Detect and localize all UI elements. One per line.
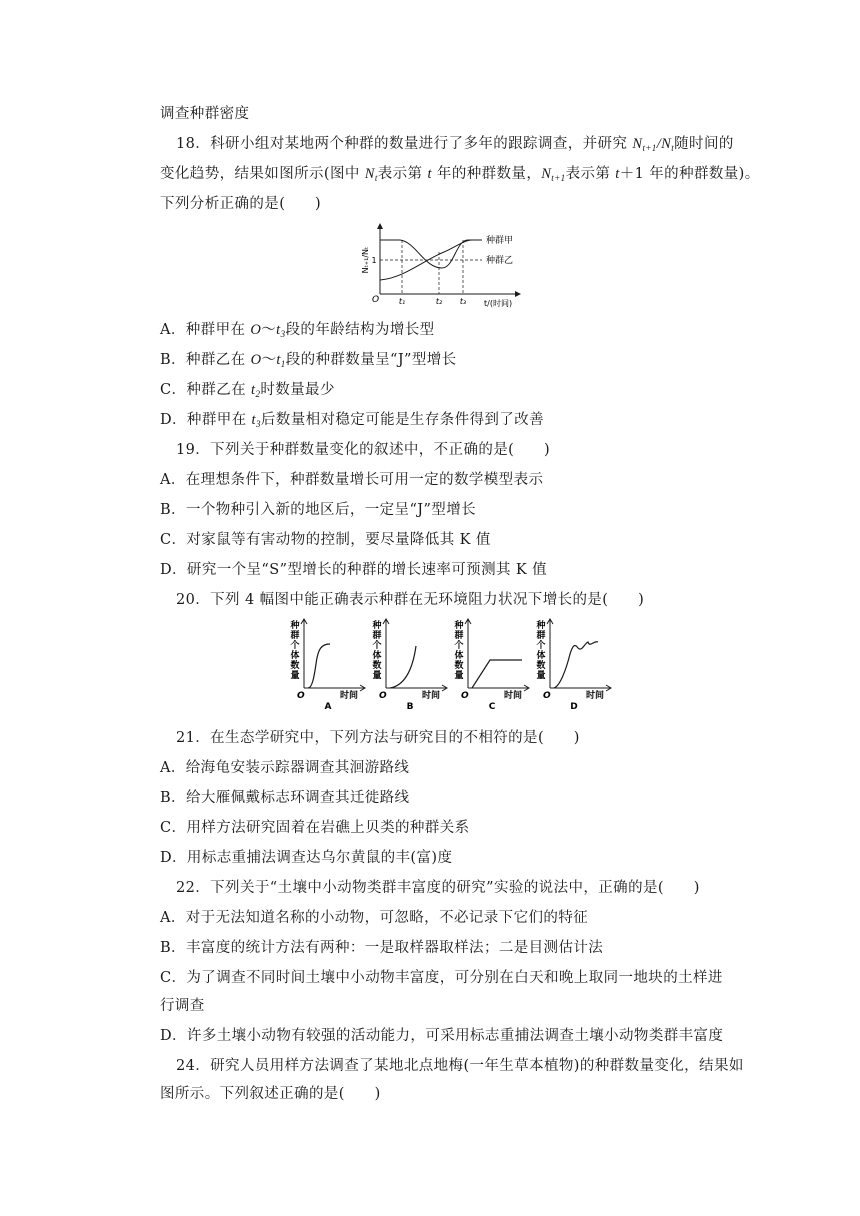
origin-label: O xyxy=(372,295,380,305)
option-18-C xyxy=(160,380,720,400)
growth-curve xyxy=(472,660,522,688)
math xyxy=(276,322,285,338)
option-21-C: C．用样方法研究固着在岩礁上贝类的种群关系 xyxy=(160,820,470,836)
math xyxy=(541,166,565,182)
y-label-char: 量 xyxy=(290,671,300,681)
panel-A xyxy=(289,619,365,710)
text-span: 随时间的 xyxy=(674,136,734,152)
option-18-B xyxy=(160,350,720,370)
option-22-C-line1: C．为了调查不同时间土壤中小动物丰富度，可分别在白天和晚上取同一地块的土样进 xyxy=(160,970,723,986)
y-label-char: 体 xyxy=(536,651,546,661)
question-21-stem: 21．在生态学研究中，下列方法与研究目的不相符的是( ) xyxy=(176,730,580,746)
option-18-A xyxy=(160,320,720,340)
option-19-A: A．在理想条件下，种群数量增长可用一定的数学模型表示 xyxy=(160,472,544,488)
question-20-stem: 20．下列 4 幅图中能正确表示种群在无环境阻力状况下增长的是( ) xyxy=(176,592,645,608)
y-label-char: 个 xyxy=(454,641,464,651)
panel-B xyxy=(371,619,447,710)
option-19-B: B．一个物种引入新的地区后，一定呈“J”型增长 xyxy=(160,502,476,518)
math-t: t xyxy=(251,412,256,428)
y-label-char: 数 xyxy=(372,661,382,671)
text-line: 调查种群密度 xyxy=(160,106,250,122)
math xyxy=(276,352,285,368)
origin-label: O xyxy=(379,691,387,701)
math xyxy=(251,382,260,398)
y-label-char: 种 xyxy=(290,621,300,631)
option-19-D: D．研究一个呈“S”型增长的种群的增长速率可预测其 K 值 xyxy=(160,562,548,578)
x-axis-label: 时间 xyxy=(340,691,359,701)
panel-label: D xyxy=(570,702,578,710)
text-span: 年的种群数量， xyxy=(431,166,542,182)
math-slash: / xyxy=(656,136,662,152)
text-span: C．种群乙在 xyxy=(160,382,252,398)
y-label-char: 群 xyxy=(454,631,464,641)
text-span: D．种群甲在 xyxy=(160,412,252,428)
y-label-char: 个 xyxy=(372,641,382,651)
math-sub: t xyxy=(374,173,378,183)
math-n: N xyxy=(661,136,672,152)
x-axis-label: 时间 xyxy=(586,691,605,701)
question-18-line3: 下列分析正确的是( ) xyxy=(160,196,322,212)
y-label-char: 个 xyxy=(536,641,546,651)
y-label-char: 群 xyxy=(372,631,382,641)
y-label-char: 个 xyxy=(290,641,300,651)
math-tilde: ～ xyxy=(261,322,277,338)
y-label-char: 数 xyxy=(290,661,300,671)
y-label-char: 群 xyxy=(536,631,546,641)
series-jia-line xyxy=(380,240,482,268)
math-sub: 3 xyxy=(280,329,286,339)
math-sub: 1 xyxy=(280,359,286,369)
x-axis-label: 时间 xyxy=(422,691,441,701)
math-t: t xyxy=(276,322,281,338)
text-span: 表示第 xyxy=(377,166,428,182)
math-sub: t xyxy=(671,143,675,153)
option-21-A: A．给海龟安装示踪器调查其洄游路线 xyxy=(160,760,410,776)
y-label-char: 数 xyxy=(454,661,464,671)
y-label-char: 种 xyxy=(454,621,464,631)
option-22-C-line2: 行调查 xyxy=(160,998,205,1014)
figure-20-panels xyxy=(286,618,616,710)
x-axis-label: t/(时间) xyxy=(484,299,513,308)
math-o: O xyxy=(250,352,262,368)
text-span: 表示第 xyxy=(565,166,616,182)
math-t: t xyxy=(251,382,256,398)
math-t: t xyxy=(615,166,620,182)
text-span: 段的年龄结构为增长型 xyxy=(285,322,435,338)
origin-label: O xyxy=(297,691,305,701)
math-n: N xyxy=(632,136,643,152)
y-label-char: 体 xyxy=(290,651,300,661)
math-n: N xyxy=(364,166,375,182)
figure-18-chart xyxy=(360,222,530,314)
panel-label: A xyxy=(324,702,332,710)
y-label-char: 量 xyxy=(454,671,464,681)
math-tilde: ～ xyxy=(261,352,277,368)
growth-curve xyxy=(554,642,598,688)
panel-label: C xyxy=(488,702,496,710)
math-sub: 2 xyxy=(255,389,261,399)
math-sub: 3 xyxy=(255,419,261,429)
y-tick-1: 1 xyxy=(371,256,377,265)
origin-label: O xyxy=(543,691,551,701)
y-label-char: 种 xyxy=(372,621,382,631)
question-18-stem xyxy=(176,134,736,154)
text-span: B．种群乙在 xyxy=(160,352,251,368)
growth-curve xyxy=(308,644,330,688)
panel-D xyxy=(535,619,611,710)
panel-C xyxy=(453,619,529,710)
text-span: 后数量相对稳定可能是生存条件得到了改善 xyxy=(260,412,544,428)
math-t: t xyxy=(276,352,281,368)
option-18-D xyxy=(160,410,720,430)
y-axis-label: Nₜ₊₁/Nₜ xyxy=(361,246,370,274)
x-axis-label: 时间 xyxy=(504,691,523,701)
option-21-D: D．用标志重捕法调查达乌尔黄鼠的丰(富)度 xyxy=(160,850,453,866)
option-19-C: C．对家鼠等有害动物的控制，要尽量降低其 K 值 xyxy=(160,532,491,548)
panel-label: B xyxy=(406,702,414,710)
t3-label: t₃ xyxy=(459,297,467,306)
question-24-line2: 图所示。下列叙述正确的是( ) xyxy=(160,1086,381,1102)
math-sub: t+1 xyxy=(642,143,657,153)
option-22-D: D．许多土壤小动物有较强的活动能力，可采用标志重捕法调查土壤小动物类群丰富度 xyxy=(160,1028,724,1044)
legend-yi: 种群乙 xyxy=(486,256,514,266)
y-label-char: 群 xyxy=(290,631,300,641)
t2-label: t₂ xyxy=(435,297,443,306)
question-22-stem: 22．下列关于“土壤中小动物类群丰富度的研究”实验的说法中，正确的是( ) xyxy=(176,880,700,896)
y-label-char: 量 xyxy=(536,671,546,681)
option-22-A: A．对于无法知道名称的小动物，可忽略，不必记录下它们的特征 xyxy=(160,910,589,926)
option-21-B: B．给大雁佩戴标志环调查其迁徙路线 xyxy=(160,790,410,806)
math-o: O xyxy=(250,322,262,338)
text-span: 段的种群数量呈“J”型增长 xyxy=(285,352,457,368)
text-span: 变化趋势，结果如图所示(图中 xyxy=(160,166,365,182)
math-n: N xyxy=(541,166,552,182)
text-span: 时数量最少 xyxy=(260,382,335,398)
math-sub: t+1 xyxy=(551,173,566,183)
math-t: t xyxy=(427,166,432,182)
y-label-char: 种 xyxy=(536,621,546,631)
option-22-B: B．丰富度的统计方法有两种：一是取样器取样法；二是目测估计法 xyxy=(160,940,604,956)
math xyxy=(365,166,378,182)
y-label-char: 体 xyxy=(454,651,464,661)
question-24-stem: 24．研究人员用样方法调查了某地北点地梅(一年生草本植物)的种群数量变化，结果如 xyxy=(176,1058,744,1074)
math xyxy=(252,412,261,428)
y-label-char: 体 xyxy=(372,651,382,661)
text-span: 18．科研小组对某地两个种群的数量进行了多年的跟踪调查，并研究 xyxy=(176,136,633,152)
y-label-char: 数 xyxy=(536,661,546,671)
math xyxy=(632,136,674,152)
t1-label: t₁ xyxy=(398,297,406,306)
question-19-stem: 19．下列关于种群数量变化的叙述中，不正确的是( ) xyxy=(176,442,551,458)
y-label-char: 量 xyxy=(372,671,382,681)
origin-label: O xyxy=(461,691,469,701)
growth-curve xyxy=(390,646,416,688)
legend-jia: 种群甲 xyxy=(486,236,514,246)
question-18-line2 xyxy=(160,164,760,184)
text-span: A．种群甲在 xyxy=(160,322,251,338)
text-span: ＋1 年的种群数量)。 xyxy=(619,166,760,182)
